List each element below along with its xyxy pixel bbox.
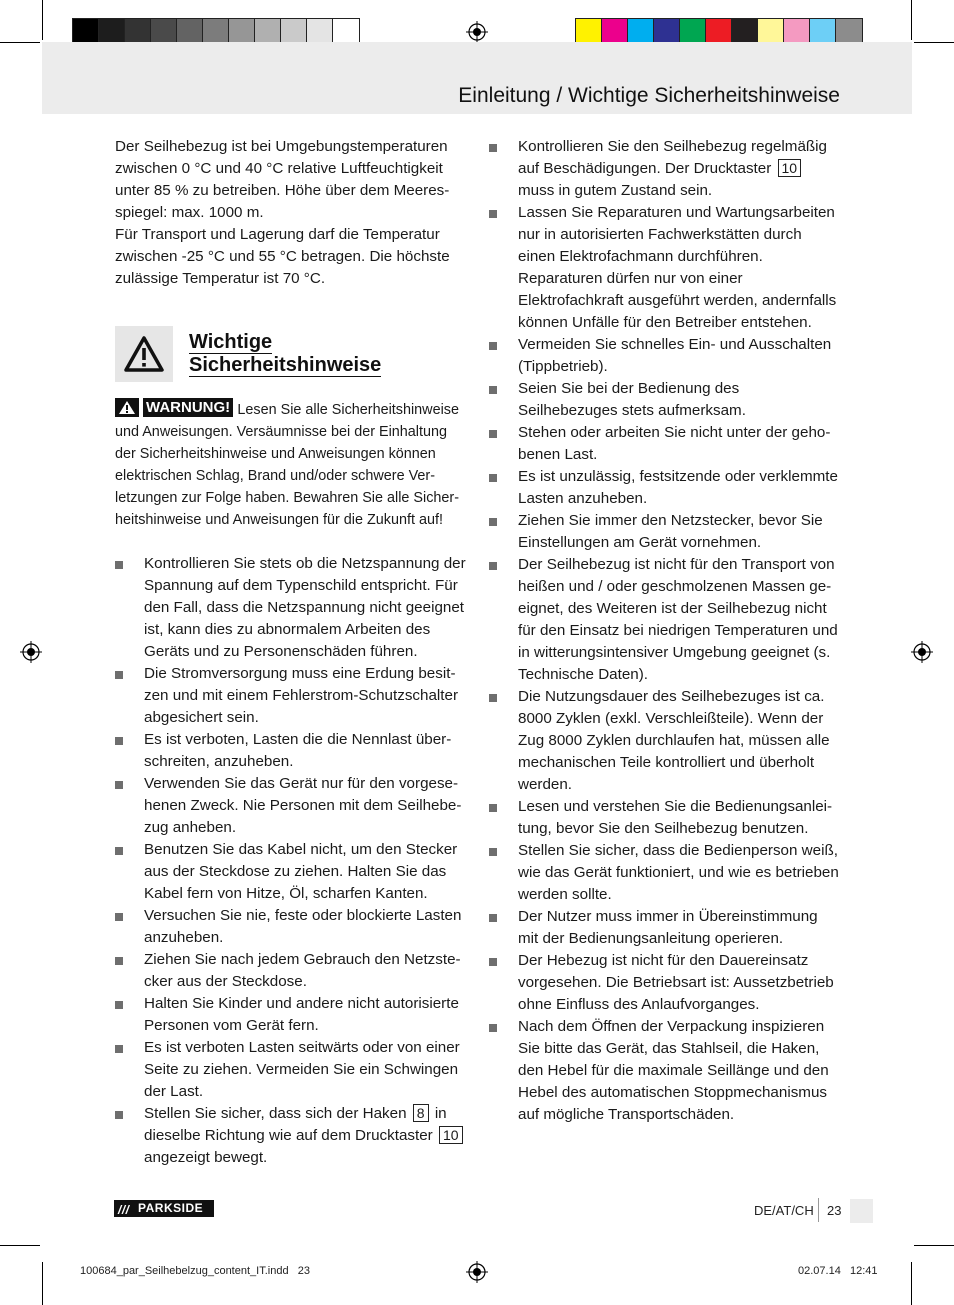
- list-item: Stellen Sie sicher, dass die Bedienperson weiß, wie das Gerät funktioniert, und wie es betrieben werden sollte.: [489, 840, 841, 906]
- list-item: Es ist verboten Lasten seitwärts oder von einer Seite zu ziehen. Vermeiden Sie ein Schwingen der Last.: [115, 1037, 467, 1103]
- list-item: Lassen Sie Reparaturen und Wartungsarbeiten nur in autorisierten Fachwerkstätten durch einen Elektrofachmann durchführen. Reparaturen dürfen nur von einer Elektrofachkraft ausgeführt werden, andernfalls können Unfälle für den Betreiber entstehen.: [489, 202, 841, 334]
- list-item: Vermeiden Sie schnelles Ein- und Ausschalten (Tippbetrieb).: [489, 334, 841, 378]
- list-item: Der Nutzer muss immer in Übereinstimmung mit der Bedienungsanleitung operieren.: [489, 906, 841, 950]
- crop-mark: [0, 42, 40, 43]
- page-number: 23: [827, 1203, 842, 1218]
- part-reference: 10: [439, 1126, 463, 1144]
- section-title: [189, 331, 381, 377]
- warning-paragraph: [115, 398, 467, 531]
- list-item: Verwenden Sie das Gerät nur für den vorgesehenen Zweck. Nie Personen mit dem Seilhebezug anheben.: [115, 773, 467, 839]
- part-reference: 10: [778, 159, 802, 177]
- right-bullet-list: [489, 136, 841, 1126]
- section-title-line: Sicherheitshinweise: [189, 354, 382, 376]
- crop-mark: [0, 1245, 40, 1246]
- list-item: Seien Sie bei der Bedienung des Seilhebezuges stets aufmerksam.: [489, 378, 841, 422]
- warning-label: WARNUNG!: [143, 398, 233, 417]
- list-item-text: in dieselbe Richtung wie auf dem Drucktaster: [144, 1105, 447, 1144]
- warning-triangle-icon: [115, 398, 139, 417]
- left-bullet-list: [115, 553, 467, 1169]
- list-item: Kontrollieren Sie stets ob die Netzspannung der Spannung auf dem Typenschild entspricht. Für den Fall, dass die Netzspannung nicht geeignet ist, kann dies zu abnormalem Arbeiten des Geräts und zu Personenschäden führen.: [115, 553, 467, 663]
- list-item-text: Stellen Sie sicher, dass sich der Haken: [144, 1105, 407, 1122]
- footer-tab: [850, 1199, 873, 1223]
- crop-mark: [914, 42, 954, 43]
- section-heading: [115, 326, 475, 384]
- list-item: Lesen und verstehen Sie die Bedienungsanleitung, bevor Sie den Seilhebezug benutzen.: [489, 796, 841, 840]
- list-item-text: Kontrollieren Sie den Seilhebezug regelmäßig auf Beschädigungen. Der Drucktaster: [518, 138, 828, 177]
- intro-paragraph: Der Seilhebezug ist bei Umgebungstemperaturen zwischen 0 °C und 40 °C relative Luftfeuchtigkeit unter 85 % zu betreiben. Höhe über dem Meeresspiegel: max. 1000 m.: [115, 138, 450, 221]
- list-item: Die Stromversorgung muss eine Erdung besitzen und mit einem Fehlerstrom-Schutzschalter abgesichert sein.: [115, 663, 467, 729]
- warning-text: Lesen Sie alle Sicherheitshinweise und Anweisungen. Versäumnisse bei der Einhaltung der Sicherheitshinweise und Anweisungen können elektrischen Schlag, Brand und/oder schwere Verletzungen zur Folge haben. Bewahren Sie alle Sicherheitshinweise und Anweisungen für die Zukunft auf!: [115, 402, 459, 528]
- list-item: [115, 1103, 467, 1169]
- section-title-line: Wichtige: [189, 331, 273, 353]
- crop-mark: [42, 1262, 43, 1305]
- list-item: Nach dem Öffnen der Verpackung inspizieren Sie bitte das Gerät, das Stahlseil, die Haken, den Hebel für die maximale Seillänge und den Hebel des automatischen Stoppmechanismus auf mögliche Transportschäden.: [489, 1016, 841, 1126]
- list-item: Versuchen Sie nie, feste oder blockierte Lasten anzuheben.: [115, 905, 467, 949]
- warning-triangle-icon: [115, 326, 173, 382]
- list-item: Die Nutzungsdauer des Seilhebezuges ist ca. 8000 Zyklen (exkl. Verschleißteile). Wenn der Zug 8000 Zyklen durchlaufen hat, müssen alle mechanischen Teile kontrolliert und überholt werden.: [489, 686, 841, 796]
- list-item: Es ist verboten, Lasten die die Nennlast überschreiten, anzuheben.: [115, 729, 467, 773]
- warning-badge: [115, 398, 233, 417]
- slug-file: 100684_par_Seilhebelzug_content_IT.indd 23: [80, 1265, 310, 1277]
- part-reference: 8: [413, 1104, 429, 1122]
- crop-mark: [911, 1262, 912, 1305]
- list-item: Ziehen Sie immer den Netzstecker, bevor Sie Einstellungen am Gerät vornehmen.: [489, 510, 841, 554]
- crop-mark: [911, 0, 912, 40]
- intro-paragraph: Für Transport und Lagerung darf die Temperatur zwischen -25 °C und 55 °C betragen. Die höchste zulässige Temperatur ist 70 °C.: [115, 226, 450, 287]
- list-item-text: angezeigt bewegt.: [144, 1149, 268, 1166]
- list-item: Es ist unzulässig, festsitzende oder verklemmte Lasten anzuheben.: [489, 466, 841, 510]
- registration-mark-icon: [466, 21, 488, 43]
- brand-name: PARKSIDE: [138, 1201, 204, 1215]
- footer-divider: [818, 1198, 819, 1222]
- list-item: [489, 136, 841, 202]
- registration-mark-icon: [466, 1261, 488, 1283]
- page-title: Einleitung / Wichtige Sicherheitshinweise: [458, 84, 840, 107]
- list-item: Benutzen Sie das Kabel nicht, um den Stecker aus der Steckdose zu ziehen. Halten Sie das Kabel fern von Hitze, Öl, scharfen Kanten.: [115, 839, 467, 905]
- list-item-text: muss in gutem Zustand sein.: [518, 182, 713, 199]
- logo-stripes-icon: ///: [118, 1203, 130, 1217]
- registration-mark-icon: [911, 641, 933, 663]
- list-item: Stehen oder arbeiten Sie nicht unter der gehobenen Last.: [489, 422, 841, 466]
- footer-language: DE/AT/CH: [754, 1203, 814, 1218]
- registration-mark-icon: [20, 641, 42, 663]
- list-item: Der Hebezug ist nicht für den Dauereinsatz vorgesehen. Die Betriebsart ist: Aussetzbetrieb ohne Einfluss des Anlaufvorganges.: [489, 950, 841, 1016]
- list-item: Halten Sie Kinder und andere nicht autorisierte Personen vom Gerät fern.: [115, 993, 467, 1037]
- crop-mark: [914, 1245, 954, 1246]
- brand-logo: [114, 1200, 214, 1217]
- crop-mark: [42, 0, 43, 40]
- slug-date: 02.07.14 12:41: [798, 1265, 878, 1277]
- list-item: Der Seilhebezug ist nicht für den Transport von heißen und / oder geschmolzenen Massen geeignet, des Weiteren ist der Seilhebezug nicht für den Einsatz bei niedrigen Temperaturen und in witterungsintensiver Umgebung geeignet (s. Technische Daten).: [489, 554, 841, 686]
- intro-text: [115, 136, 465, 290]
- list-item: Ziehen Sie nach jedem Gebrauch den Netzstecker aus der Steckdose.: [115, 949, 467, 993]
